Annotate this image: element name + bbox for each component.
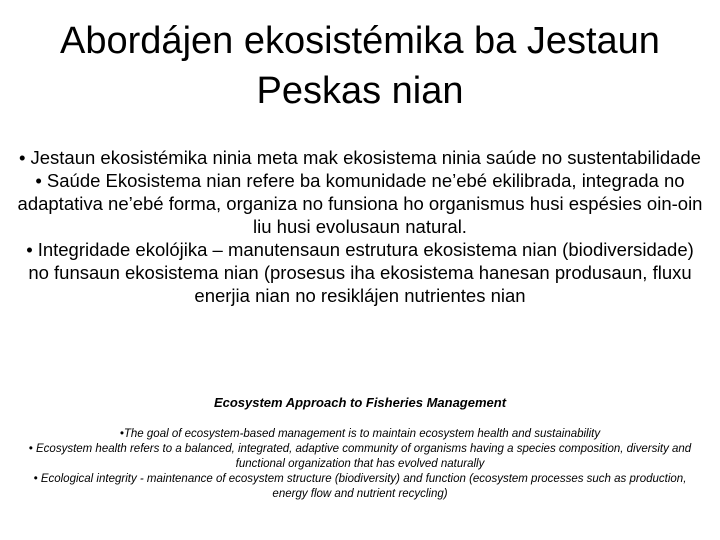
bullet-item xyxy=(16,146,704,169)
bullet-list xyxy=(16,146,704,307)
english-notes xyxy=(24,427,696,502)
bullet-dot: • xyxy=(26,239,33,260)
bullet-item xyxy=(16,238,704,307)
slide-title-line-1: Abordájen ekosistémika ba Jestaun xyxy=(60,20,660,62)
bullet-dot: • xyxy=(19,147,26,168)
english-note: • Ecosystem health refers to a balanced, integrated, adaptive community of organisms having a species composition, diversity and functional organization that has evolved naturally xyxy=(28,443,692,470)
slide-title xyxy=(20,16,700,116)
bullet-text: Integridade ekolójika – manutensaun estrutura ekosistema nian (biodiversidade) no funsaun ekosistema nian (prosesus iha ekosistema hanesan produsaun, fluxu enerjia nian no resiklájen nutrientes nian xyxy=(28,239,694,306)
bullet-text: Jestaun ekosistémika ninia meta mak ekosistema ninia saúde no sustentabilidade xyxy=(30,147,701,168)
bullet-item xyxy=(16,169,704,238)
slide-title-line-2: Peskas nian xyxy=(256,70,464,112)
bullet-text: Saúde Ekosistema nian refere ba komunidade ne’ebé ekilibrada, integrada no adaptativa ne’ebé forma, organiza no funsiona ho organismus husi espésies oin-oin liu husi evolusaun natural. xyxy=(17,170,703,237)
english-note: •The goal of ecosystem-based management is to maintain ecosystem health and sustainability xyxy=(119,428,601,440)
english-note: • Ecological integrity - maintenance of ecosystem structure (biodiversity) and function (ecosystem processes such as production, energy flow and nutrient recycling) xyxy=(33,473,687,500)
english-subtitle: Ecosystem Approach to Fisheries Management xyxy=(213,395,507,410)
bullet-dot: • xyxy=(35,170,42,191)
